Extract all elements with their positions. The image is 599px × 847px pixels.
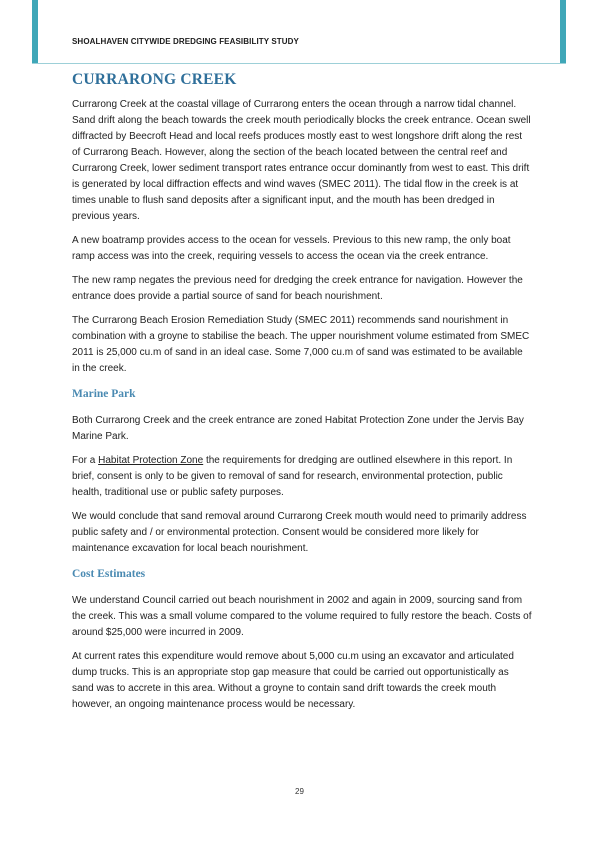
section-title: CURRARONG CREEK	[72, 71, 237, 88]
header-accent-bar-left	[32, 0, 38, 64]
heading-marine-park: Marine Park	[72, 388, 136, 400]
page-number: 29	[295, 787, 304, 796]
paragraph-conclusion: We would conclude that sand removal around Currarong Creek mouth would need to primarily address public safety and / or environmental protection. Consent would be considered more likely for maintenance excavation for local beach nourishment.	[72, 511, 527, 554]
heading-cost-estimates: Cost Estimates	[72, 568, 146, 580]
header-accent-bar-right	[560, 0, 566, 64]
running-header-title: SHOALHAVEN CITYWIDE DREDGING FEASIBILITY STUDY	[72, 37, 299, 46]
habitat-protection-zone-link[interactable]: Habitat Protection Zone	[98, 455, 204, 466]
paragraph-habitat-protection	[72, 453, 532, 501]
paragraph-new-ramp: The new ramp negates the previous need for dredging the creek entrance for navigation. However the entrance does provide a partial source of sand for beach nourishment.	[72, 275, 523, 302]
paragraph-council-nourishment: We understand Council carried out beach nourishment in 2002 and again in 2009, sourcing sand from the creek. This was a small volume compared to the volume required to fully restore the beach. Costs of around $25,000 were incurred in 2009.	[72, 595, 532, 638]
paragraph-erosion-study: The Currarong Beach Erosion Remediation Study (SMEC 2011) recommends sand nourishment in combination with a groyne to stabilise the beach. The upper nourishment volume estimated from SMEC 2011 is 25,000 cu.m of sand in an ideal case. Some 7,000 cu.m of sand was estimated to be available in the creek.	[72, 315, 530, 374]
habitat-text-pre: For a	[72, 455, 99, 466]
paragraph-creek-overview: Currarong Creek at the coastal village of Currarong enters the ocean through a narrow tidal channel. Sand drift along the beach towards the creek mouth periodically blocks the creek entrance. Ocean swell diffracted by Beecroft Head and local reefs produces mostly east to west longshore drift along the rest of Currarong Beach. However, along the section of the beach located between the central reef and Currarong Creek, lower sediment transport rates entrance occur dominantly from west to east. This drift is generated by local diffraction effects and wind waves (SMEC 2011). The tidal flow in the creek is at times unable to flush sand deposits after a significant input, and the mouth has been dredged in previous years.	[72, 99, 531, 222]
paragraph-boatramp: A new boatramp provides access to the ocean for vessels. Previous to this new ramp, the only boat ramp access was into the creek, requiring vessels to access the ocean via the creek entrance.	[72, 235, 511, 262]
paragraph-marine-park-zone: Both Currarong Creek and the creek entrance are zoned Habitat Protection Zone under the Jervis Bay Marine Park.	[72, 415, 524, 442]
paragraph-current-rates: At current rates this expenditure would remove about 5,000 cu.m using an excavator and articulated dump trucks. This is an appropriate stop gap measure that could be carried out opportunistically as sand was to accrete in this area. Without a groyne to contain sand drift towards the creek mouth however, an ongoing maintenance process would be necessary.	[72, 651, 514, 710]
header-divider	[32, 63, 566, 64]
habitat-text-post: the requirements for dredging are outlined elsewhere in this report. In brief, consent is only to be given to removal of sand for research, environmental protection, public health, traditional use or public safety purposes.	[72, 455, 513, 498]
page-body	[72, 70, 532, 713]
